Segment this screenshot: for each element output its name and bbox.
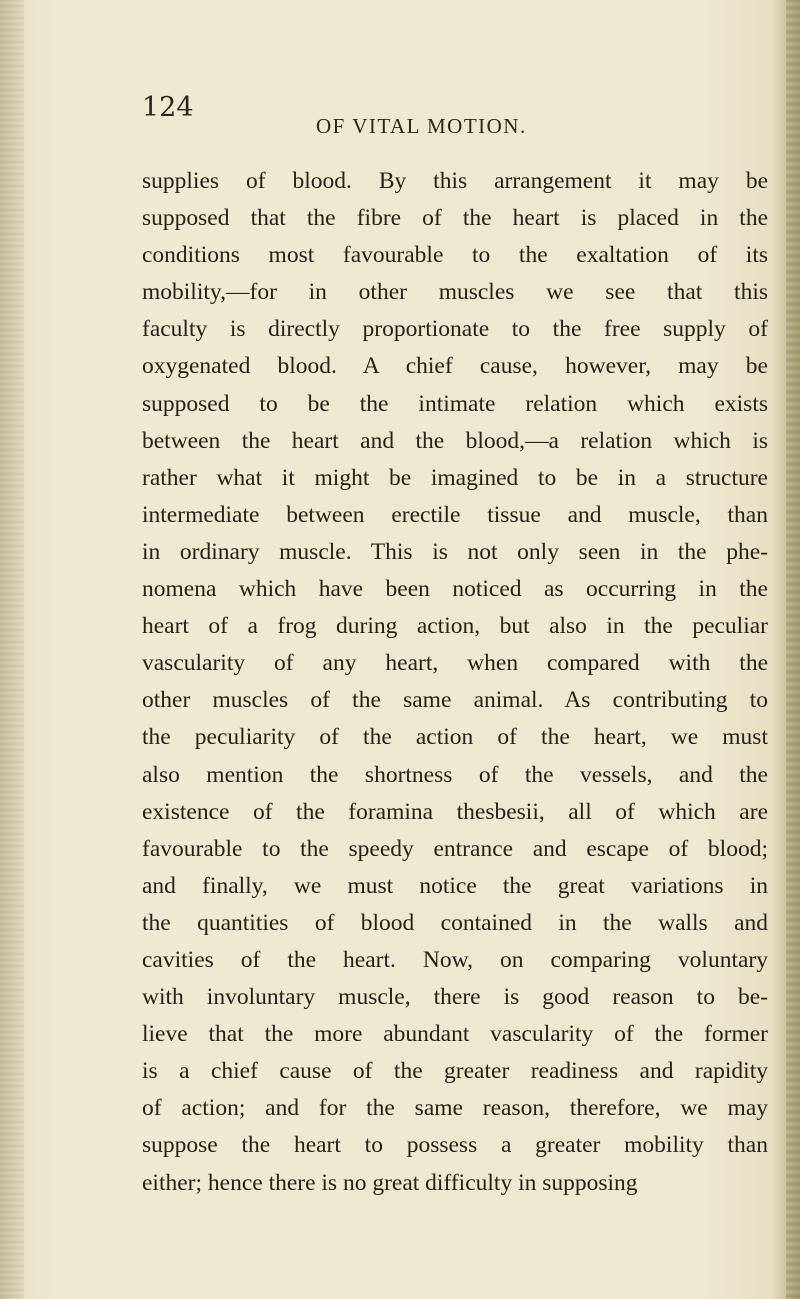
text-line: and finally, we must notice the great variations in [142, 872, 768, 899]
text-line: the peculiarity of the action of the heart, we must [142, 724, 768, 751]
text-line: faculty is directly proportionate to the free supply of [142, 316, 768, 343]
text-line: other muscles of the same animal. As contributing to [142, 687, 768, 714]
text-line: supposed that the fibre of the heart is placed in the [142, 205, 768, 232]
text-line: cavities of the heart. Now, on comparing voluntary [142, 946, 768, 973]
text-line: existence of the foramina thesbesii, all of which are [142, 798, 768, 825]
text-line: supplies of blood. By this arrangement it may be [142, 168, 768, 194]
text-line: oxygenated blood. A chief cause, however, may be [142, 353, 768, 380]
text-line: mobility,—for in other muscles we see that this [142, 279, 768, 306]
text-line: between the heart and the blood,—a relation which is [142, 427, 768, 454]
text-line: lieve that the more abundant vascularity of the former [142, 1021, 768, 1048]
text-line: in ordinary muscle. This is not only seen in the phe- [142, 538, 768, 565]
text-line: is a chief cause of the greater readiness and rapidity [142, 1058, 768, 1085]
text-line: vascularity of any heart, when compared with the [142, 650, 768, 677]
text-line: nomena which have been noticed as occurring in the [142, 576, 768, 603]
text-line: rather what it might be imagined to be in a structure [142, 464, 768, 491]
text-line: favourable to the speedy entrance and escape of blood; [142, 835, 768, 862]
text-line: either; hence there is no great difficulty in supposing [142, 1169, 638, 1196]
text-line: with involuntary muscle, there is good reason to be- [142, 984, 768, 1011]
page-number: 124 [142, 92, 194, 123]
text-line: of action; and for the same reason, therefore, we may [142, 1095, 768, 1122]
text-line: supposed to be the intimate relation which exists [142, 390, 768, 417]
page-right-edge [786, 0, 800, 1299]
text-line: intermediate between erectile tissue and muscle, than [142, 501, 768, 528]
text-line: heart of a frog during action, but also in the peculiar [142, 613, 768, 640]
text-line: the quantities of blood contained in the walls and [142, 909, 768, 936]
text-line: conditions most favourable to the exaltation of its [142, 242, 768, 269]
running-head: OF VITAL MOTION. [316, 114, 527, 138]
text-line: also mention the shortness of the vessels, and the [142, 761, 768, 788]
body-text [142, 163, 768, 1202]
page-left-edge [0, 0, 24, 1299]
text-line: suppose the heart to possess a greater mobility than [142, 1132, 768, 1159]
